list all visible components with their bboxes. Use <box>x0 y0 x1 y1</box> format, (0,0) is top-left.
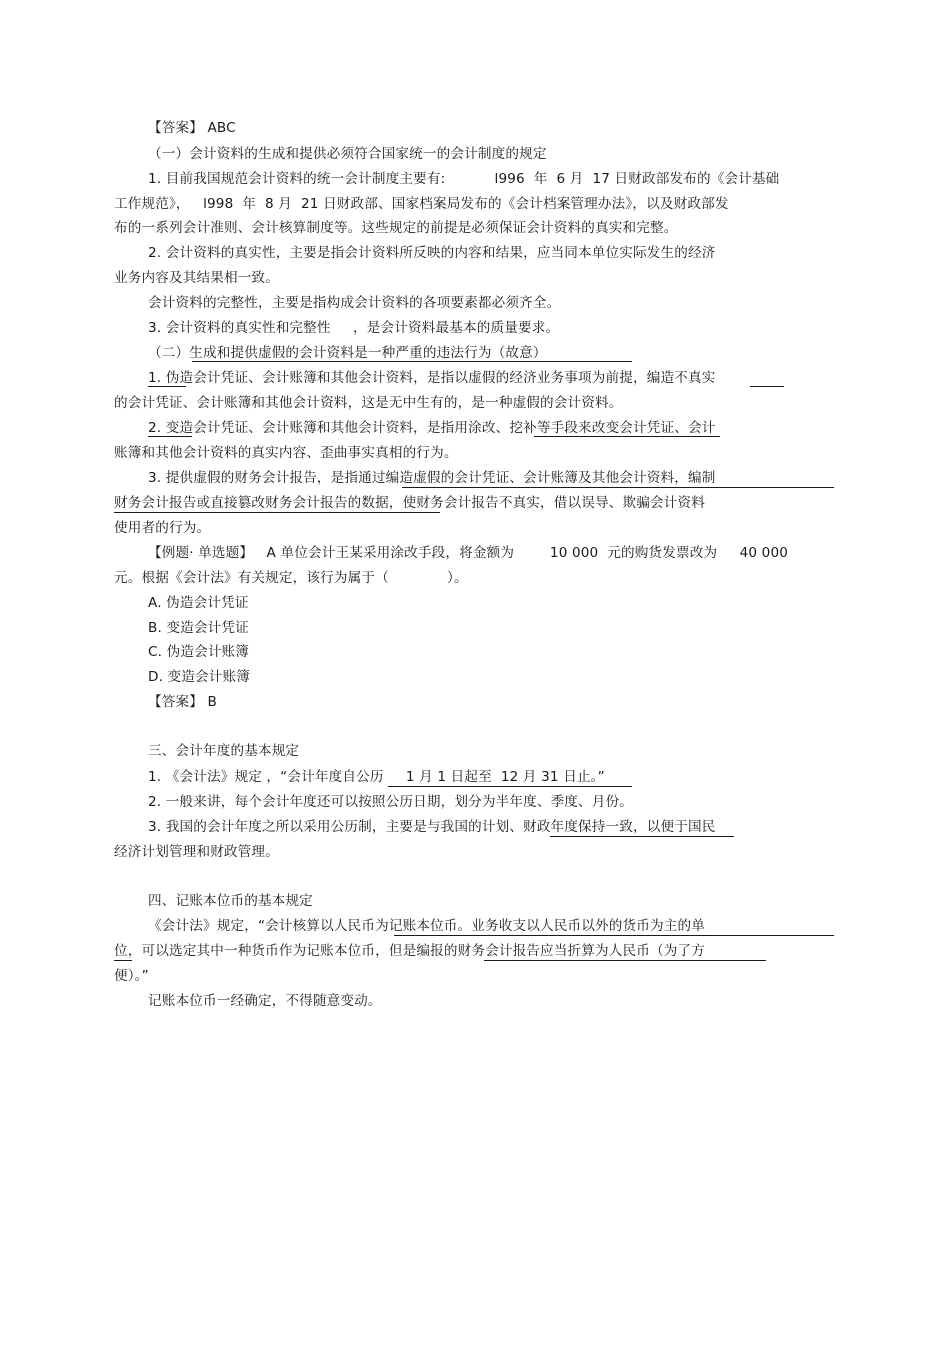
option-d: D. 变造会计账簿 <box>148 669 251 685</box>
paragraph-line: 位，可以选定其中一种货币作为记账本位币，但是编报的财务会计报告应当折算为人民币（为了方 <box>114 943 705 959</box>
paragraph-line: 工作规范》， l998 年 8 月 21 日财政部、国家档案局发布的《会计档案管理办法》，以及财政部发 <box>114 196 729 212</box>
section-heading-1: （一）会计资料的生成和提供必须符合国家统一的会计制度的规定 <box>148 146 547 162</box>
paragraph-line: 使用者的行为。 <box>114 520 211 536</box>
option-b: B. 变造会计凭证 <box>148 620 249 636</box>
underline-rule <box>402 487 834 488</box>
paragraph-line: 会计资料的完整性，主要是指构成会计资料的各项要素都必须齐全。 <box>148 295 561 311</box>
section-heading-2: （二）生成和提供虚假的会计资料是一种严重的违法行为（故意） <box>148 345 547 361</box>
paragraph-line: 便）。” <box>114 968 149 984</box>
underline-rule <box>550 836 734 837</box>
paragraph-line: 的会计凭证、会计账簿和其他会计资料，这是无中生有的，是一种虚假的会计资料。 <box>114 395 623 411</box>
underline-rule <box>114 512 440 513</box>
section-heading-4: 四、记账本位币的基本规定 <box>148 893 313 909</box>
paragraph-line: 财务会计报告或直接篡改财务会计报告的数据，使财务会计报告不真实，借以误导、欺骗会计资料 <box>114 495 705 511</box>
paragraph-line: 2. 一般来讲，每个会计年度还可以按照公历日期，划分为半年度、季度、月份。 <box>148 794 634 810</box>
underline-rule <box>750 386 784 387</box>
paragraph-line: 《会计法》规定，“会计核算以人民币为记账本位币。业务收支以人民币以外的货币为主的单 <box>148 918 705 934</box>
paragraph-line: 1. 伪造会计凭证、会计账簿和其他会计资料，是指以虚假的经济业务事项为前提，编造不真实 <box>148 370 716 386</box>
underline-rule <box>484 960 766 961</box>
option-a: A. 伪造会计凭证 <box>148 595 249 611</box>
paragraph-line: 元。根据《会计法》有关规定，该行为属于（ ）。 <box>114 570 468 586</box>
paragraph-line: 3. 会计资料的真实性和完整性 ，是会计资料最基本的质量要求。 <box>148 320 560 336</box>
paragraph-line: 3. 我国的会计年度之所以采用公历制，主要是与我国的计划、财政年度保持一致，以便于国民 <box>148 819 716 835</box>
underline-rule <box>534 436 720 437</box>
paragraph-line: 账簿和其他会计资料的真实内容、歪曲事实真相的行为。 <box>114 445 458 461</box>
underline-rule <box>114 960 132 961</box>
paragraph-line: 经济计划管理和财政管理。 <box>114 844 279 860</box>
paragraph-line: 1. 目前我国规范会计资料的统一会计制度主要有: l996 年 6 月 17 日财政部发布的《会计基础 <box>148 171 780 187</box>
option-c: C. 伪造会计账簿 <box>148 644 250 660</box>
paragraph-line: 3. 提供虚假的财务会计报告，是指通过编造虚假的会计凭证、会计账簿及其他会计资料，编制 <box>148 470 716 486</box>
underline-rule <box>192 361 632 362</box>
paragraph-line: 布的一系列会计准则、会计核算制度等。这些规定的前提是必须保证会计资料的真实和完整。 <box>114 220 678 236</box>
underline-rule <box>394 935 834 936</box>
paragraph-line: 2. 变造会计凭证、会计账簿和其他会计资料，是指用涂改、挖补等手段来改变会计凭证、会计 <box>148 420 716 436</box>
paragraph-line: 2. 会计资料的真实性，主要是指会计资料所反映的内容和结果，应当同本单位实际发生的经济 <box>148 245 716 261</box>
example-question: 【例题· 单选题】 A 单位会计王某采用涂改手段，将金额为 10 000 元的购货发票改为 40 000 <box>148 545 789 561</box>
paragraph-line: 记账本位币一经确定，不得随意变动。 <box>148 993 382 1009</box>
underline-rule <box>148 436 192 437</box>
section-heading-3: 三、会计年度的基本规定 <box>148 743 300 759</box>
underline-rule <box>148 386 186 387</box>
answer-b: 【答案】 B <box>148 694 217 710</box>
paragraph-line: 业务内容及其结果相一致。 <box>114 270 279 286</box>
paragraph-line: 1. 《会计法》规定 ，“会计年度自公历 1 月 1 日起至 12 月 31 日止。” <box>148 769 605 785</box>
answer-abc: 【答案】 ABC <box>148 120 236 136</box>
underline-rule <box>388 786 632 787</box>
